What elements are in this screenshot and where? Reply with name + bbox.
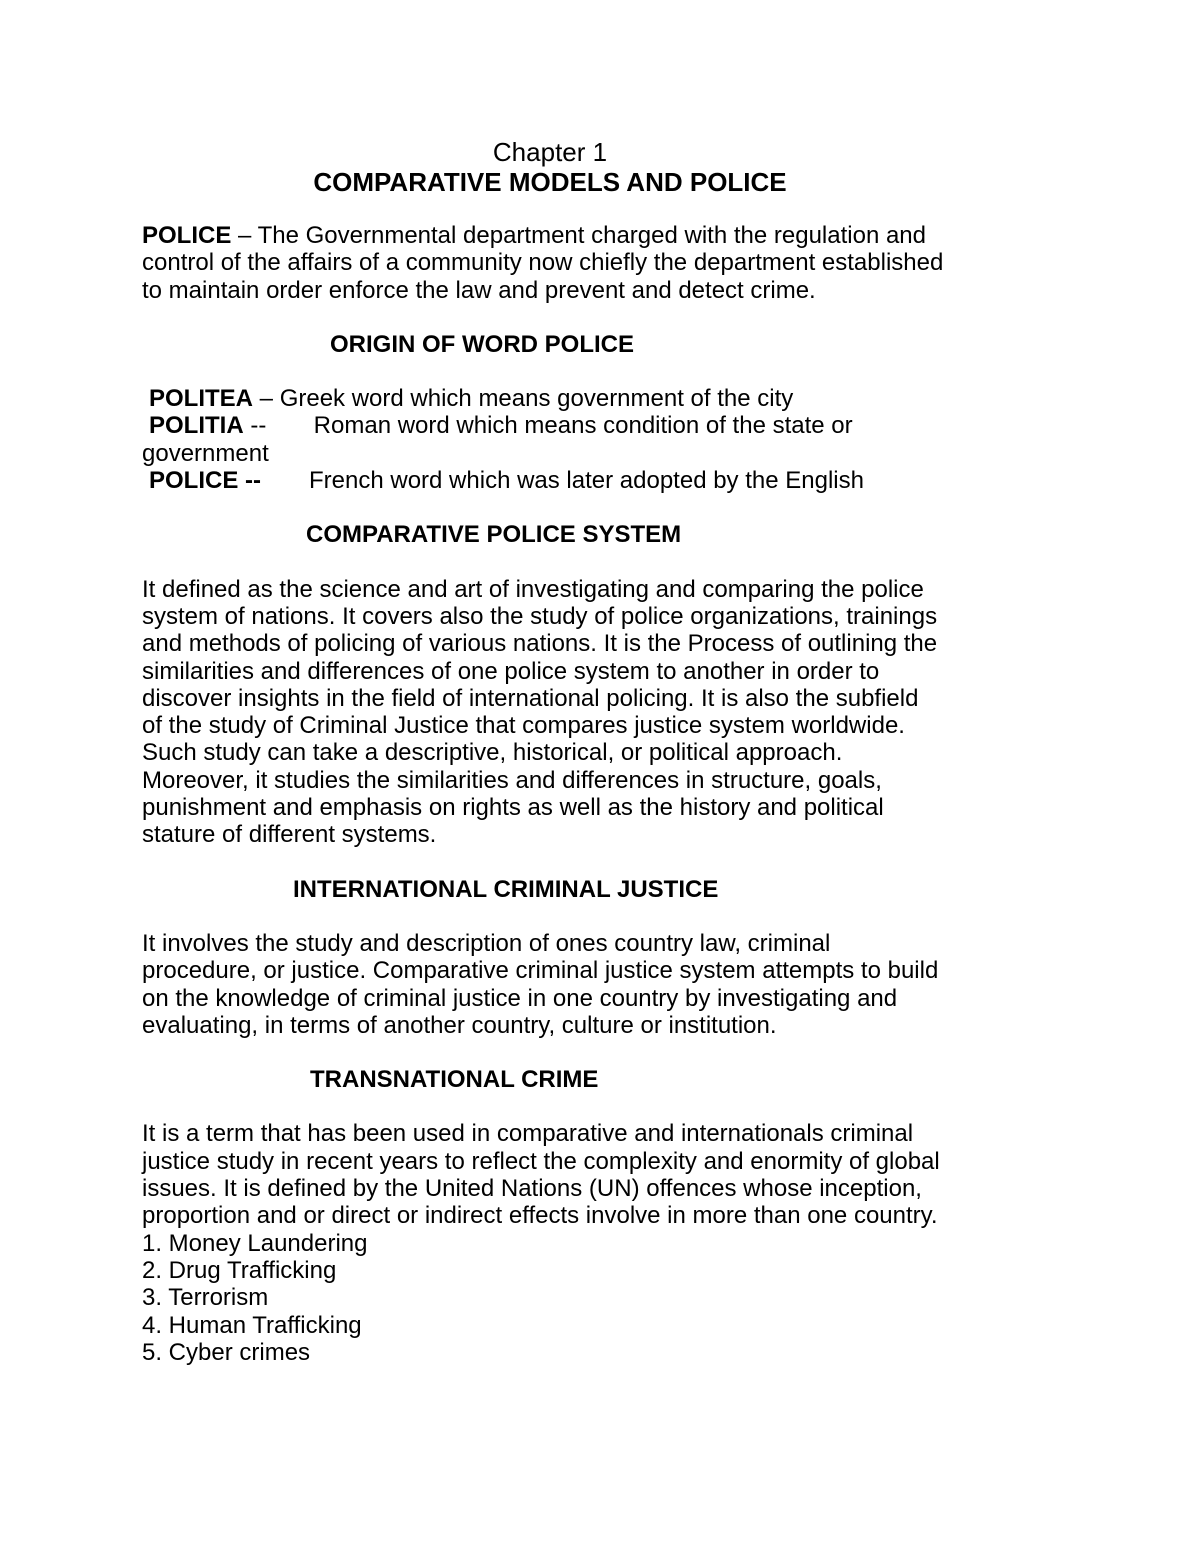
- origin-term: POLITEA: [149, 385, 254, 413]
- transnational-heading: TRANSNATIONAL CRIME: [310, 1066, 599, 1094]
- origin-list: [142, 385, 1072, 494]
- origin-continuation: government: [142, 439, 269, 467]
- paragraph-line: proportion and or direct or indirect effects involve in more than one country.: [142, 1202, 938, 1230]
- transnational-paragraph: [142, 1120, 1072, 1229]
- definition-term: POLICE: [142, 222, 232, 249]
- paragraph-line: issues. It is defined by the United Nations (UN) offences whose inception,: [142, 1175, 922, 1203]
- paragraph-line: justice study in recent years to reflect the complexity and enormity of global: [142, 1147, 940, 1175]
- paragraph-line: It is a term that has been used in comparative and internationals criminal: [142, 1120, 914, 1148]
- paragraph-line: similarities and differences of one police system to another in order to: [142, 657, 880, 685]
- international-heading: INTERNATIONAL CRIMINAL JUSTICE: [293, 875, 719, 903]
- paragraph-line: of the study of Criminal Justice that compares justice system worldwide.: [142, 712, 905, 740]
- paragraph-line: It involves the study and description of ones country law, criminal: [142, 929, 831, 957]
- list-item: 4. Human Trafficking: [142, 1311, 362, 1339]
- comparative-paragraph: [142, 576, 1072, 849]
- origin-term: POLITIA: [149, 412, 244, 440]
- paragraph-line: on the knowledge of criminal justice in one country by investigating and: [142, 984, 898, 1012]
- origin-sep: –: [253, 385, 280, 413]
- paragraph-line: system of nations. It covers also the study of police organizations, trainings: [142, 602, 938, 630]
- origin-text: French word which was later adopted by the English: [309, 467, 864, 495]
- paragraph-line: stature of different systems.: [142, 821, 437, 849]
- paragraph-line: punishment and emphasis on rights as well as the history and political: [142, 794, 884, 822]
- origin-item-politia: [142, 412, 1072, 439]
- paragraph-line: Moreover, it studies the similarities and differences in structure, goals,: [142, 766, 882, 794]
- international-paragraph: [142, 930, 1072, 1039]
- definition-dash: –: [231, 222, 258, 249]
- paragraph-line: evaluating, in terms of another country, culture or institution.: [142, 1011, 777, 1039]
- paragraph-line: procedure, or justice. Comparative criminal justice system attempts to build: [142, 957, 939, 985]
- paragraph-line: discover insights in the field of international policing. It is also the subfield: [142, 684, 919, 712]
- police-definition: [142, 222, 1072, 304]
- origin-item-politea: [142, 385, 1072, 412]
- crime-list: [142, 1230, 1072, 1366]
- list-item: 3. Terrorism: [142, 1284, 269, 1312]
- origin-item-police: [142, 467, 1072, 494]
- list-item: 2. Drug Trafficking: [142, 1256, 337, 1284]
- chapter-number: Chapter 1: [492, 137, 608, 167]
- paragraph-line: Such study can take a descriptive, historical, or political approach.: [142, 739, 843, 767]
- paragraph-line: It defined as the science and art of investigating and comparing the police: [142, 575, 924, 603]
- origin-heading: ORIGIN OF WORD POLICE: [330, 330, 634, 358]
- origin-term: POLICE --: [149, 467, 261, 495]
- list-item: 1. Money Laundering: [142, 1229, 368, 1257]
- origin-text: Roman word which means condition of the state or: [313, 412, 853, 440]
- definition-text: The Governmental department charged with the regulation and: [257, 222, 926, 249]
- paragraph-line: and methods of policing of various nations. It is the Process of outlining the: [142, 630, 938, 658]
- chapter-title: COMPARATIVE MODELS AND POLICE: [313, 167, 787, 197]
- definition-line: to maintain order enforce the law and prevent and detect crime.: [142, 276, 816, 304]
- definition-line: control of the affairs of a community now chiefly the department established: [142, 249, 944, 277]
- definition-line: [142, 222, 1072, 249]
- origin-sep: --: [243, 412, 267, 440]
- comparative-heading: COMPARATIVE POLICE SYSTEM: [306, 521, 682, 549]
- origin-text: Greek word which means government of the city: [279, 385, 794, 413]
- document-page: [142, 137, 1072, 1366]
- list-item: 5. Cyber crimes: [142, 1338, 311, 1366]
